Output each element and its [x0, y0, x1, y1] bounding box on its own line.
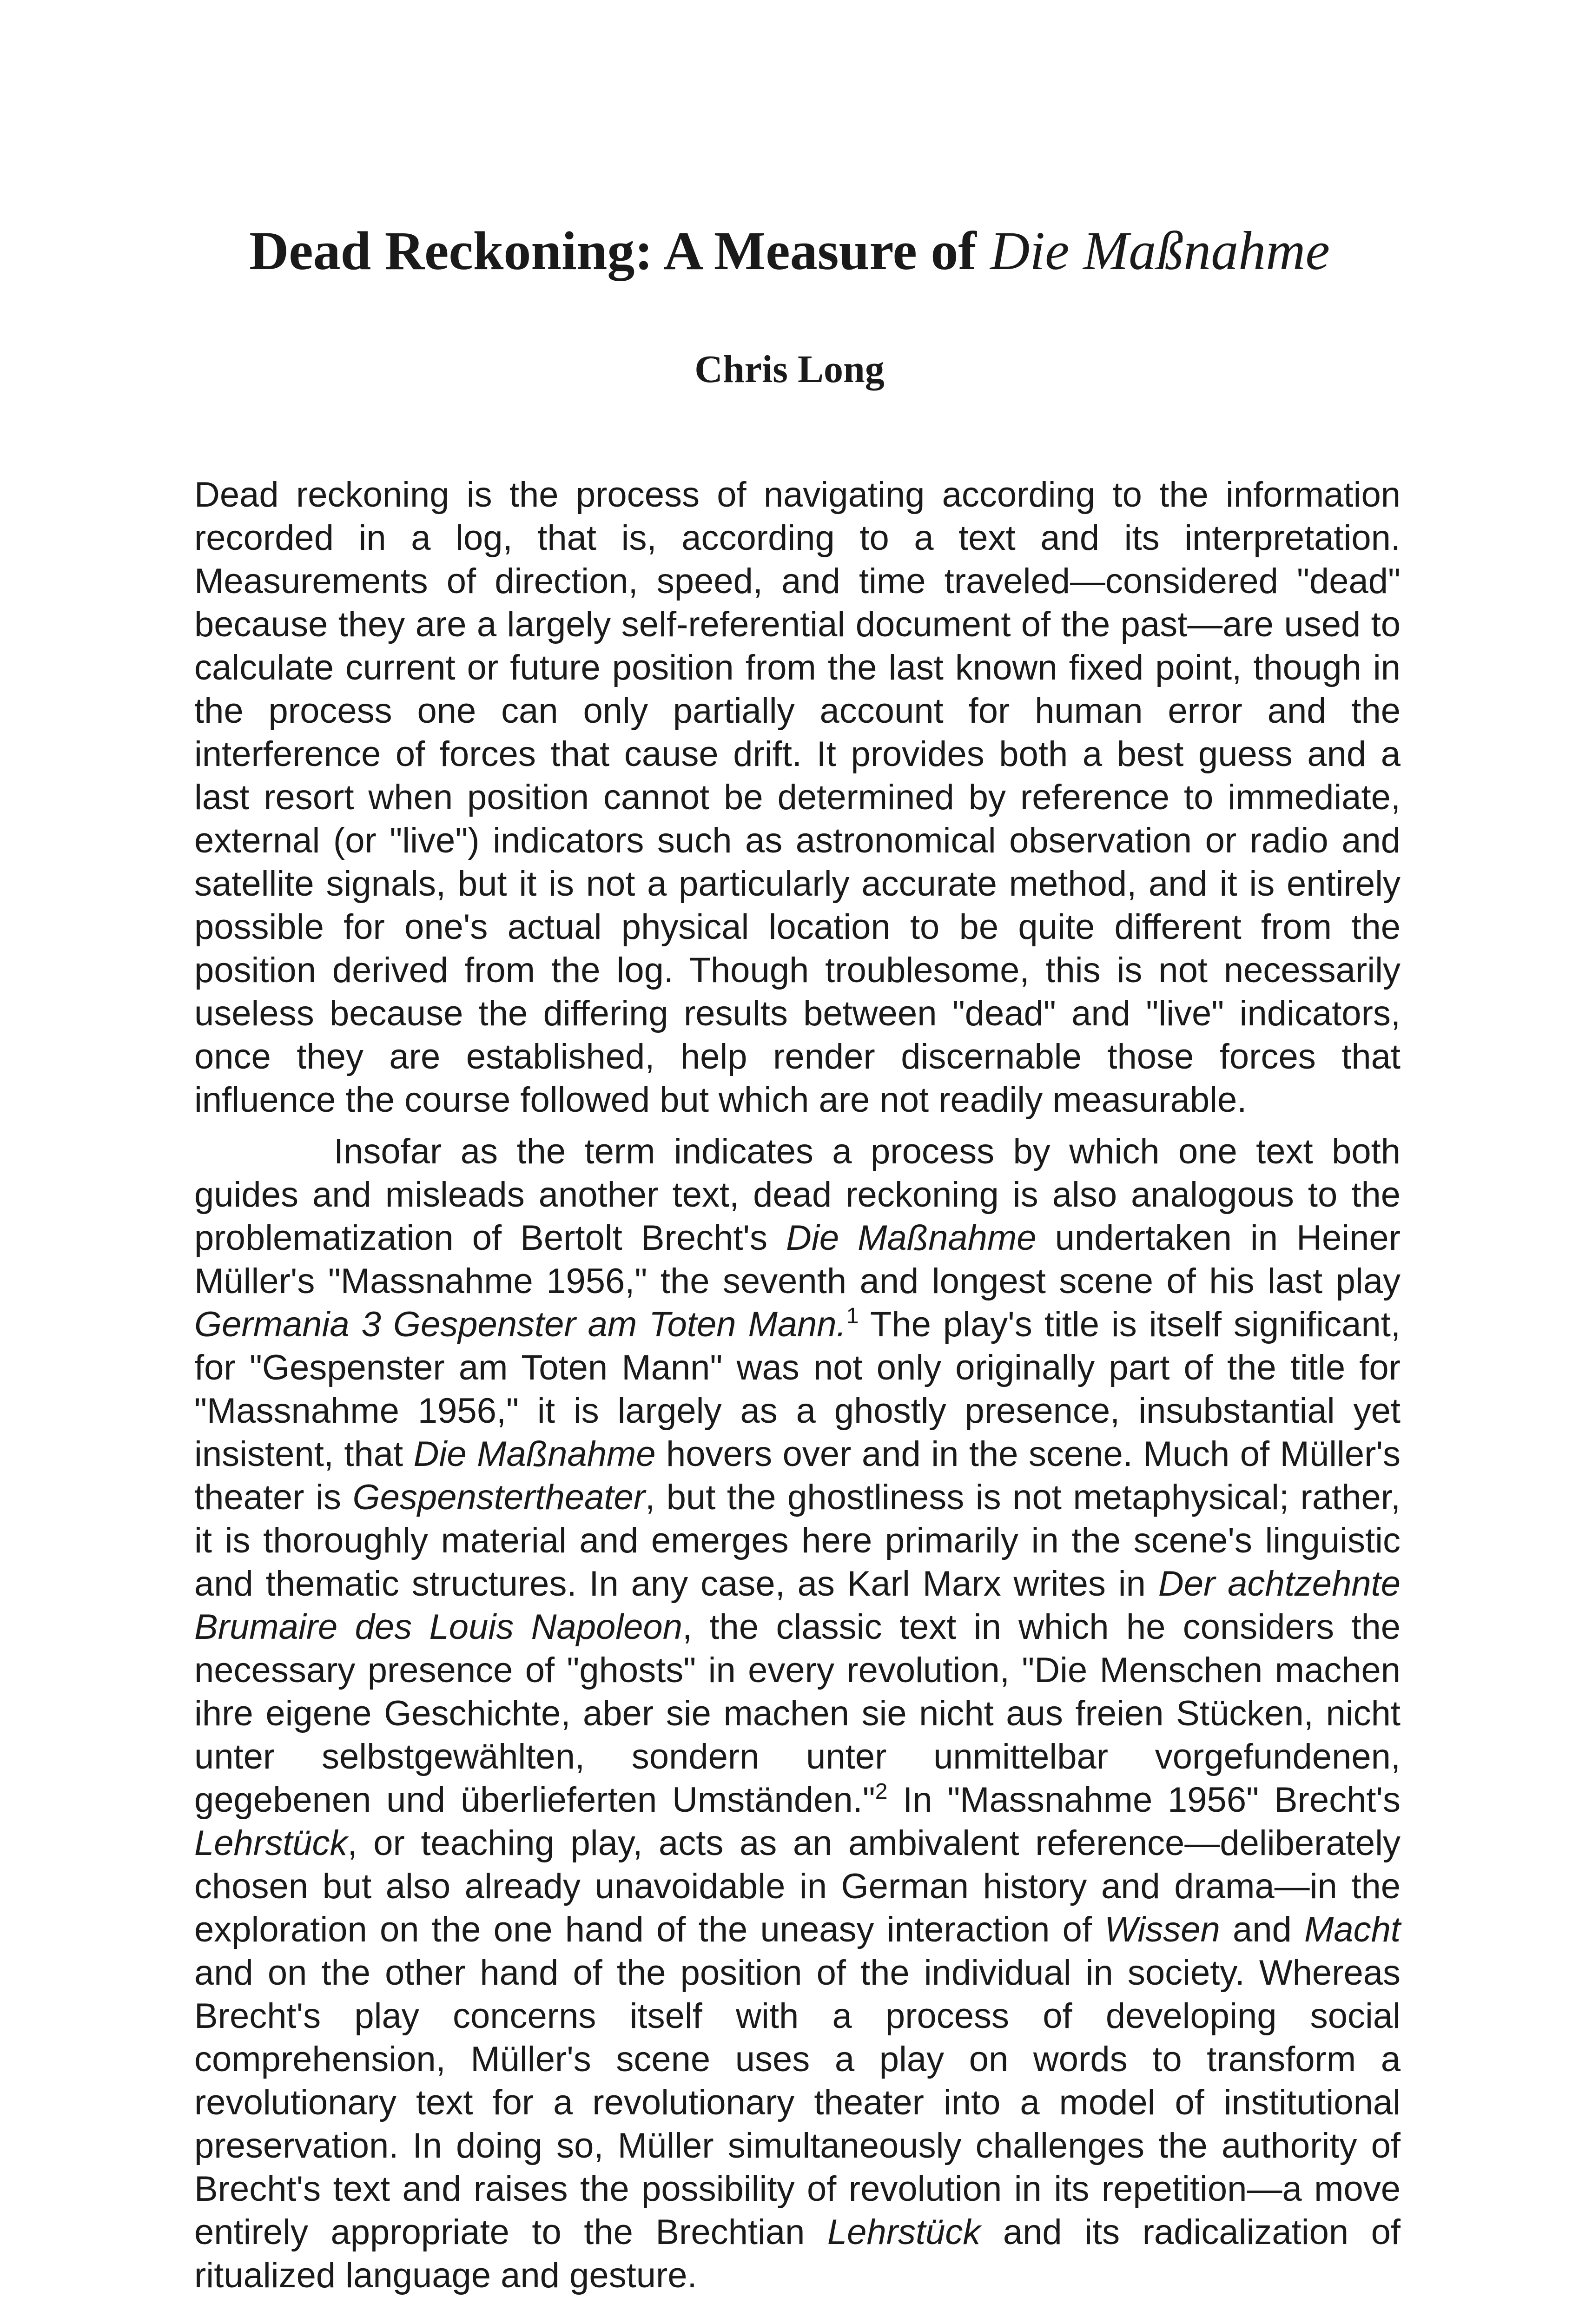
article-title: [0, 218, 1579, 284]
term-italic: Gespenstertheater: [352, 1478, 646, 1517]
paragraph-2-text: The play's title is itself significant, for "Gespenster am Toten Mann" was not only originally part of the title for "Massnahme 1956," it is largely as a ghostly presence, insubstantial yet insistent, that: [194, 1305, 1401, 1474]
footnote-ref-1[interactable]: 1: [846, 1304, 859, 1328]
footnote-ref-2[interactable]: 2: [875, 1779, 888, 1804]
article-body: [194, 473, 1401, 2297]
work-title: Die Maßnahme: [413, 1434, 656, 1474]
term-italic: Wissen: [1104, 1910, 1220, 1949]
paragraph-2-text: , the classic text in which he considers the necessary presence of "ghosts" in every revolution, "Die Menschen machen ihre eigene Geschichte, aber sie machen sie nicht aus freien Stücken, nicht unter selbstgewählten, sondern unter unmittelbar vorgefundenen, gegebenen und überlieferten Umständen.": [194, 1607, 1401, 1820]
paragraph-2-text: Insofar as the term indicates a process by which one text both guides and misleads another text, dead reckoning is also analogous to the problematization of Bertolt Brecht's: [194, 1132, 1401, 1258]
paragraph-2-text: , but the ghostliness is not metaphysical; rather, it is thoroughly material and emerges here primarily in the scene's linguistic and thematic structures. In any case, as Karl Marx writes in: [194, 1478, 1401, 1604]
paragraph-2-text: , or teaching play, acts as an ambivalent reference—deliberately chosen but also already unavoidable in German history and drama—in the exploration on the one hand of the uneasy interaction of: [194, 1823, 1401, 1949]
paragraph-2-text: In "Massnahme 1956" Brecht's: [887, 1780, 1401, 1820]
paragraph-2-text: and: [1220, 1910, 1305, 1949]
article-title-main: Dead Reckoning: A Measure of: [249, 220, 977, 281]
paragraph-2-text: and its radicalization of ritualized language and gesture.: [194, 2212, 1401, 2295]
work-title: Der achtzehnte Brumaire des Louis Napoleon: [194, 1564, 1401, 1647]
paragraph-2-text: hovers over and in the scene. Much of Müller's theater is: [194, 1434, 1401, 1517]
paragraph-2-text: undertaken in Heiner Müller's "Massnahme 1956," the seventh and longest scene of his last play: [194, 1218, 1401, 1301]
work-title: Die Maßnahme: [786, 1218, 1037, 1258]
article-title-italic: Die Maßnahme: [990, 220, 1330, 281]
work-title: Germania 3 Gespenster am Toten Mann.: [194, 1305, 846, 1344]
term-italic: Lehrstück: [827, 2212, 981, 2252]
paragraph-2: [194, 1130, 1401, 2297]
paragraph-2-text: and on the other hand of the position of the individual in society. Whereas Brecht's play concerns itself with a process of developing social comprehension, Müller's scene uses a play on words to transform a revolutionary text for a revolutionary theater into a model of institutional preservation. In doing so, Müller simultaneously challenges the authority of Brecht's text and raises the possibility of revolution in its repetition—a move entirely appropriate to the Brechtian: [194, 1953, 1401, 2252]
paragraph-1: Dead reckoning is the process of navigating according to the information recorded in a log, that is, according to a text and its interpretation. Measurements of direction, speed, and time traveled—considered "dead" because they are a largely self-referential document of the past—are used to calculate current or future position from the last known fixed point, though in the process one can only partially account for human error and the interference of forces that cause drift. It provides both a best guess and a last resort when position cannot be determined by reference to immediate, external (or "live") indicators such as astronomical observation or radio and satellite signals, but it is not a particularly accurate method, and it is entirely possible for one's actual physical location to be quite different from the position derived from the log. Though troublesome, this is not necessarily useless because the differing results between "dead" and "live" indicators, once they are established, help render discernable those forces that influence the course followed but which are not readily measurable.: [194, 475, 1401, 1120]
term-italic: Macht: [1304, 1910, 1401, 1949]
term-italic: Lehrstück: [194, 1823, 348, 1863]
article-author: Chris Long: [694, 348, 885, 391]
